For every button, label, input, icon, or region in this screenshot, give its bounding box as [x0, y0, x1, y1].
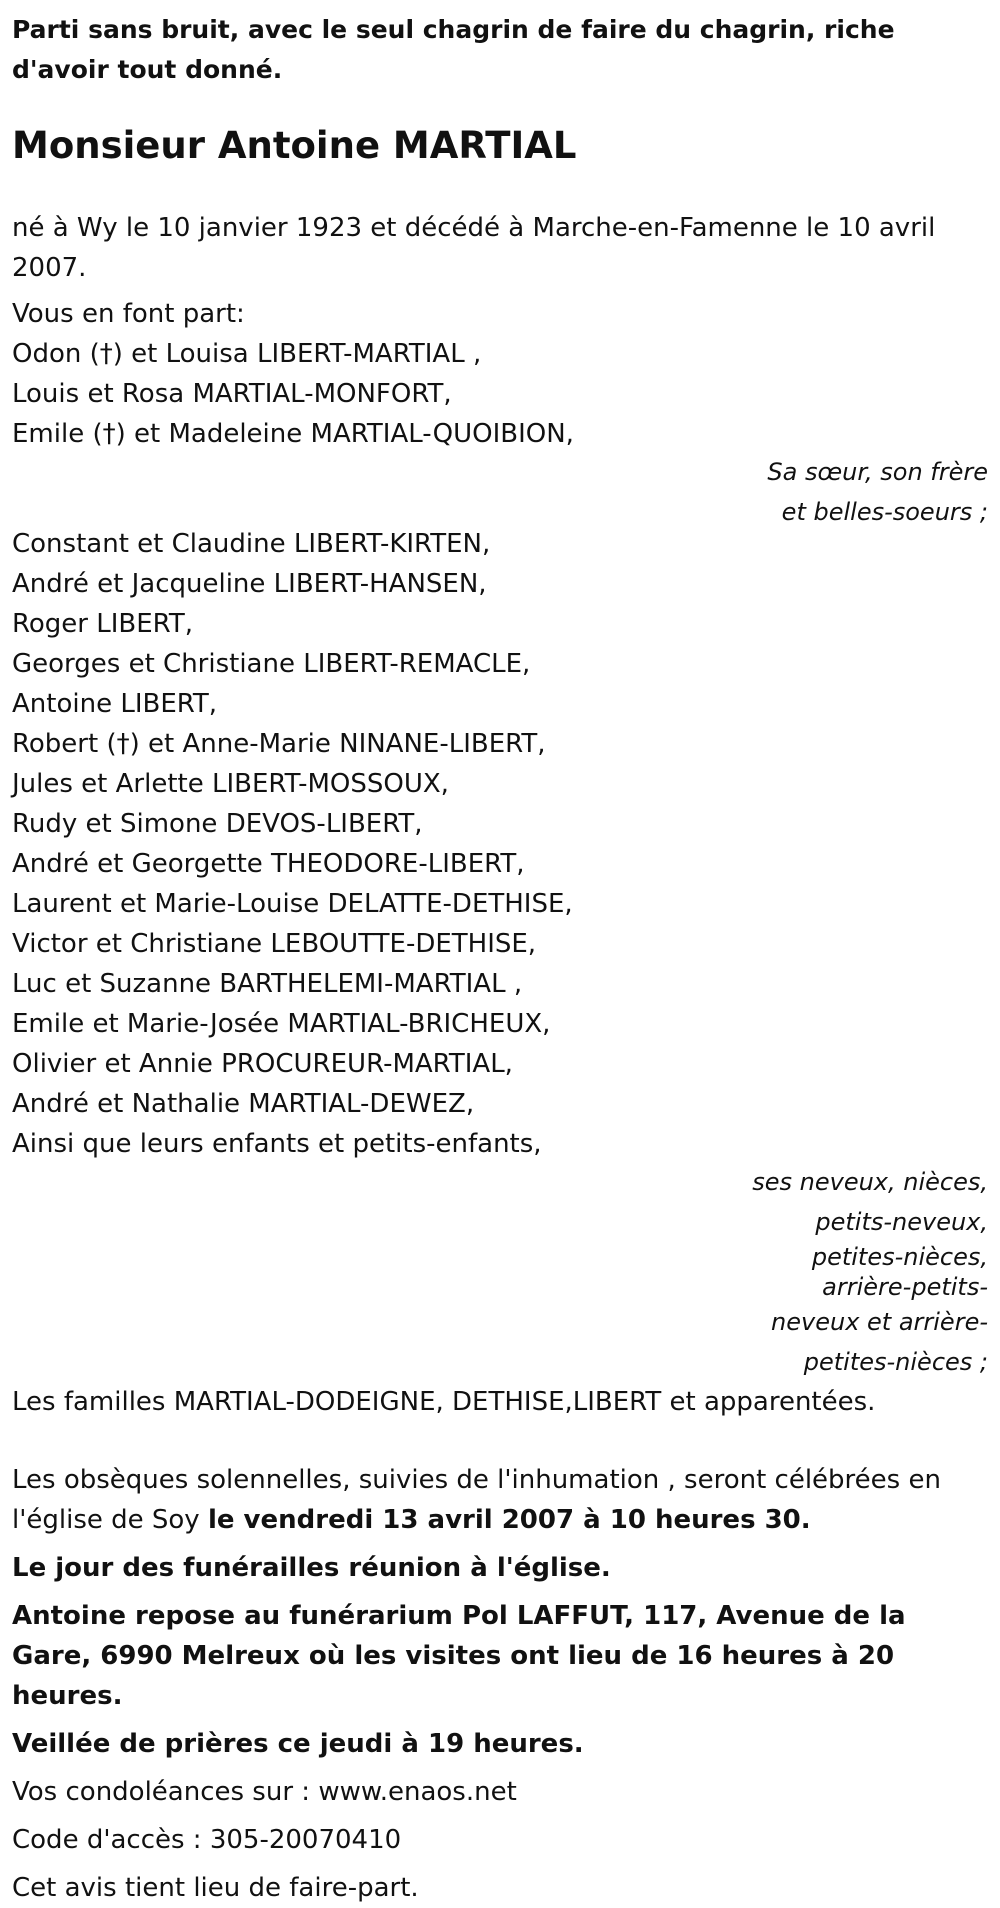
caption-line: petites-nièces ;	[803, 1348, 988, 1376]
list-item: Laurent et Marie-Louise DELATTE-DETHISE,	[12, 889, 573, 919]
list-item: Constant et Claudine LIBERT-KIRTEN,	[12, 529, 491, 559]
list-item: Emile et Marie-Josée MARTIAL-BRICHEUX,	[12, 1009, 551, 1039]
notice-text: Cet avis tient lieu de faire-part.	[12, 1873, 419, 1903]
caption-line: et belles-soeurs ;	[781, 498, 988, 526]
epigraph: Parti sans bruit, avec le seul chagrin de faire du chagrin, riche d'avoir tout donné.	[12, 15, 895, 84]
access-code-text: Code d'accès : 305-20070410	[12, 1825, 402, 1855]
deceased-name: Monsieur Antoine MARTIAL	[12, 124, 577, 167]
birth-death-text: né à Wy le 10 janvier 1923 et décédé à Marche-en-Famenne le 10 avril 2007.	[12, 213, 936, 283]
caption-line: petites-nièces,	[811, 1243, 988, 1271]
list-item: Robert (†) et Anne-Marie NINANE-LIBERT,	[12, 729, 546, 759]
rest-text: Antoine repose au funérarium Pol LAFFUT, 117, Avenue de la Gare, 6990 Melreux où les visites ont lieu de 16 heures à 20 heures.	[12, 1601, 906, 1711]
meeting-text: Le jour des funérailles réunion à l'église.	[12, 1553, 611, 1583]
list-item: Antoine LIBERT,	[12, 689, 218, 719]
list-item: Emile (†) et Madeleine MARTIAL-QUOIBION,	[12, 419, 574, 449]
list-item: André et Nathalie MARTIAL-DEWEZ,	[12, 1089, 475, 1119]
families-text: Les familles MARTIAL-DODEIGNE, DETHISE,LIBERT et apparentées.	[12, 1387, 876, 1417]
list-item: André et Georgette THEODORE-LIBERT,	[12, 849, 525, 879]
caption-line: ses neveux, nièces,	[752, 1168, 988, 1196]
list-item: Jules et Arlette LIBERT-MOSSOUX,	[12, 769, 449, 799]
intro-text: Vous en font part:	[12, 299, 245, 329]
caption-line: arrière-petits-	[822, 1273, 988, 1301]
caption-line: neveux et arrière-	[771, 1308, 988, 1336]
relatives-list	[12, 524, 988, 1164]
condolences-text: Vos condoléances sur : www.enaos.net	[12, 1777, 517, 1807]
list-item: Rudy et Simone DEVOS-LIBERT,	[12, 809, 423, 839]
list-item: Victor et Christiane LEBOUTTE-DETHISE,	[12, 929, 537, 959]
caption-line: Sa sœur, son frère	[767, 458, 988, 486]
list-item: Louis et Rosa MARTIAL-MONFORT,	[12, 379, 452, 409]
list-item: Roger LIBERT,	[12, 609, 193, 639]
list-item: Olivier et Annie PROCUREUR-MARTIAL,	[12, 1049, 513, 1079]
vigil-text: Veillée de prières ce jeudi à 19 heures.	[12, 1729, 584, 1759]
relatives-caption	[12, 1162, 988, 1382]
list-item: Odon (†) et Louisa LIBERT-MARTIAL ,	[12, 339, 482, 369]
funeral-text	[12, 1460, 988, 1540]
funeral-description: Les obsèques solennelles, suivies de l'inhumation , seront célébrées en l'église de Soy	[12, 1465, 941, 1535]
siblings-caption	[12, 452, 988, 532]
list-item: André et Jacqueline LIBERT-HANSEN,	[12, 569, 487, 599]
siblings-list	[12, 334, 988, 454]
funeral-date: le vendredi 13 avril 2007 à 10 heures 30.	[207, 1505, 811, 1535]
list-item: Georges et Christiane LIBERT-REMACLE,	[12, 649, 531, 679]
list-item: Luc et Suzanne BARTHELEMI-MARTIAL ,	[12, 969, 523, 999]
caption-line: petits-neveux,	[815, 1208, 988, 1236]
list-item: Ainsi que leurs enfants et petits-enfants,	[12, 1129, 542, 1159]
